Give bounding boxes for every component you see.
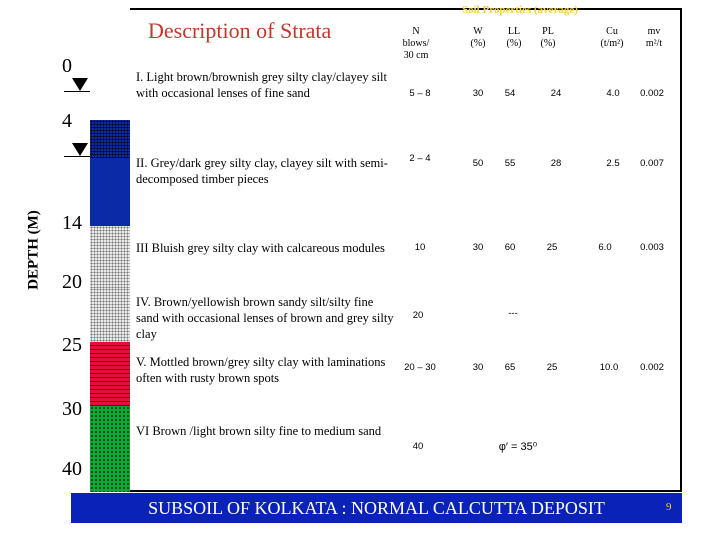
layer-3-pl: 25: [546, 242, 558, 253]
stratum-description-2: II. Grey/dark grey silty clay, clayey silt with semi-decomposed timber pieces: [136, 156, 388, 186]
soil-properties-title: Soil Properties (average): [462, 4, 578, 16]
depth-axis-label: DEPTH (M): [25, 210, 42, 290]
layer-2-mv: 0.007: [640, 158, 664, 169]
stratum-description-4: IV. Brown/yellowish brown sandy silt/silty fine sand with occasional lenses of brown and grey silty clay: [136, 295, 394, 341]
stratum-swatch-1: [90, 8, 130, 120]
stratum-swatch-2b: [90, 158, 130, 226]
layer-1-mv: 0.002: [640, 88, 664, 99]
stratum-description-1: I. Light brown/brownish grey silty clay/clayey silt with occasional lenses of fine sand: [136, 70, 387, 100]
stratum-description-3: III Bluish grey silty clay with calcareous modules: [136, 241, 385, 255]
layer-5-n: 20 – 30: [404, 362, 436, 373]
layer-3-n: 10: [414, 242, 426, 253]
layer-1-n: 5 – 8: [409, 88, 431, 99]
description-title: Description of Strata: [148, 18, 332, 43]
stratum-description-6: VI Brown /light brown silty fine to medium sand: [136, 424, 382, 438]
depth-tick: [64, 156, 90, 157]
stratum-swatch-4: [90, 288, 130, 342]
layer-3-cu: 6.0: [598, 242, 612, 253]
layer-1-ll: 54: [504, 88, 516, 99]
water-level-triangle-icon: [72, 143, 88, 156]
depth-mark-25: 25: [62, 334, 82, 356]
depth-mark-30: 30: [62, 398, 82, 420]
layer-3-mv: 0.003: [640, 242, 664, 253]
layer-6-friction-angle: φ′ = 35⁰: [498, 441, 538, 453]
layer-5-w: 30: [472, 362, 484, 373]
column-header-n: N blows/ 30 cm: [402, 26, 430, 61]
depth-mark-40: 40: [62, 458, 82, 480]
layer-5-ll: 65: [504, 362, 516, 373]
layer-6-n: 40: [412, 441, 424, 452]
layer-4-not-determined: ---: [508, 308, 518, 319]
layer-3-w: 30: [472, 242, 484, 253]
depth-mark-0: 0: [62, 55, 72, 77]
column-header-ll: LL (%): [506, 26, 522, 49]
footer-title: SUBSOIL OF KOLKATA : NORMAL CALCUTTA DEPOSIT: [71, 493, 682, 523]
layer-1-pl: 24: [550, 88, 562, 99]
layer-5-cu: 10.0: [599, 362, 619, 373]
layer-1-cu: 4.0: [606, 88, 620, 99]
water-level-triangle-icon: [72, 78, 88, 91]
column-header-cu: Cu (t/m²): [600, 26, 624, 49]
column-header-mv: mv m²/t: [645, 26, 663, 49]
stratum-swatch-6: [90, 406, 130, 492]
layer-2-cu: 2.5: [606, 158, 620, 169]
layer-2-pl: 28: [550, 158, 562, 169]
layer-3-ll: 60: [504, 242, 516, 253]
layer-4-n: 20: [412, 310, 424, 321]
layer-5-mv: 0.002: [640, 362, 664, 373]
layer-2-n: 2 – 4: [409, 153, 431, 164]
depth-tick: [64, 91, 90, 92]
layer-2-w: 50: [472, 158, 484, 169]
layer-5-pl: 25: [546, 362, 558, 373]
layer-1-w: 30: [472, 88, 484, 99]
stratum-swatch-2a: [90, 120, 130, 158]
stratum-description-5: V. Mottled brown/grey silty clay with laminations often with rusty brown spots: [136, 355, 386, 385]
column-header-pl: PL (%): [540, 26, 556, 49]
depth-mark-20: 20: [62, 271, 82, 293]
slide-number: 9: [666, 501, 672, 513]
depth-mark-4: 4: [62, 110, 72, 132]
stratum-swatch-5: [90, 342, 130, 406]
column-header-w: W (%): [470, 26, 486, 49]
layer-2-ll: 55: [504, 158, 516, 169]
stratum-swatch-3: [90, 226, 130, 288]
depth-mark-14: 14: [62, 212, 82, 234]
